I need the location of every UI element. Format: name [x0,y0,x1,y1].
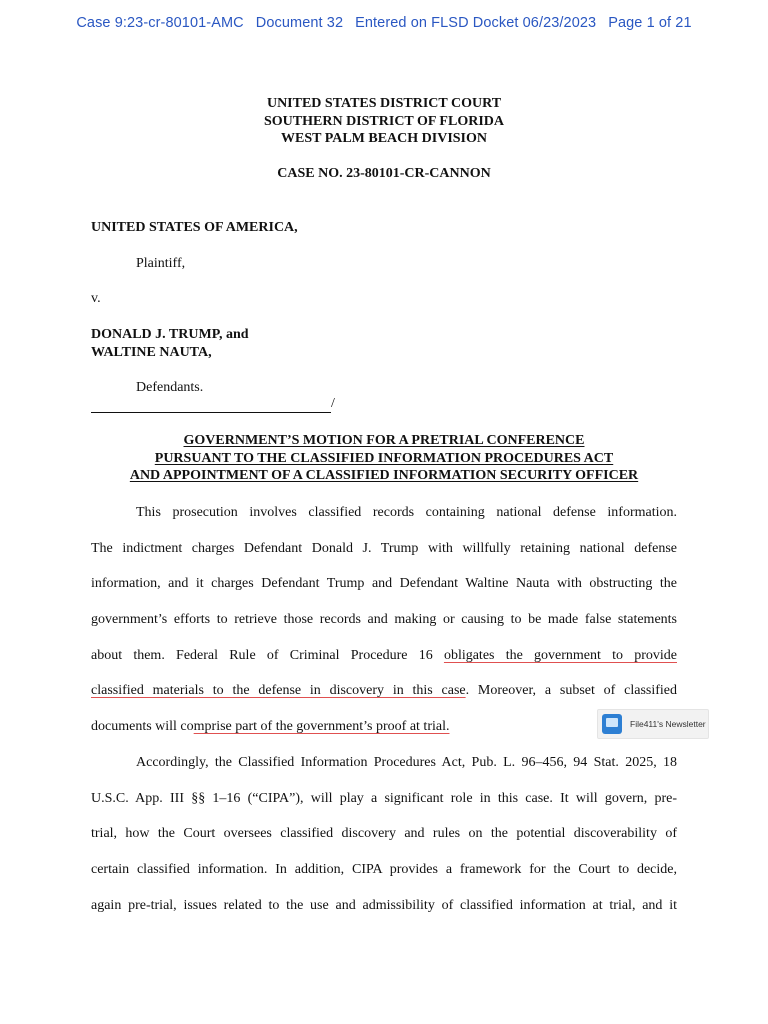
court-district: SOUTHERN DISTRICT OF FLORIDA [264,113,504,129]
para1-line: This prosecution involves classified records containing national defense information. [136,505,677,520]
plaintiff-role: Plaintiff, [136,256,186,271]
para1-line [91,638,677,674]
versus: v. [91,291,101,306]
defendant-line-1: DONALD J. TRUMP, and [91,327,249,342]
paragraph-1 [91,495,677,745]
para1-line: The indictment charges Defendant Donald J. Trump with willfully retaining national defense [91,540,677,556]
para2-line: U.S.C. App. III §§ 1–16 (“CIPA”), will play a significant role in this case. It will govern, pre- [91,790,677,806]
page-stamp: Page 1 of 21 [608,15,692,31]
newsletter-icon [602,714,622,734]
caption-slash: / [331,396,335,411]
para2-line: again pre-trial, issues related to the use and admissibility of classified information at trial, and it [91,897,677,913]
para2-line: Accordingly, the Classified Information Procedures Act, Pub. L. 96–456, 94 Stat. 2025, 18 [136,755,677,770]
entered-stamp: Entered on FLSD Docket 06/23/2023 [355,15,597,31]
defendant-role: Defendants. [136,380,204,395]
highlighted-text: classified materials to the defense in discovery in this case [91,683,466,699]
case-number: CASE NO. 23-80101-CR-CANNON [277,166,491,181]
newsletter-label: File411's Newsletter [630,719,706,729]
highlighted-text: obligates the government to provide [443,647,677,663]
court-heading [0,95,768,148]
motion-title [0,432,768,485]
para1-line: government’s efforts to retrieve those records and making or causing to be made false statements [91,612,677,628]
para2-line: trial, how the Court oversees classified discovery and rules on the potential discoverability of [91,826,677,842]
document-stamp: Document 32 [255,15,344,31]
para1-line [91,709,677,745]
para1-line: information, and it charges Defendant Trump and Defendant Waltine Nauta with obstructing the [91,576,677,592]
motion-title-line-3: AND APPOINTMENT OF A CLASSIFIED INFORMATION SECURITY OFFICER [129,468,639,483]
para1-text: documents will co [91,719,194,735]
motion-title-line-2: PURSUANT TO THE CLASSIFIED INFORMATION PROCEDURES ACT [154,450,614,466]
court-division: WEST PALM BEACH DIVISION [280,131,488,146]
court-name: UNITED STATES DISTRICT COURT [266,96,502,111]
caption-divider [91,412,331,413]
plaintiff-name: UNITED STATES OF AMERICA, [91,220,298,235]
para1-line [91,673,677,709]
paragraph-2 [91,745,677,923]
highlighted-text: mprise part of the government’s proof at trial. [193,719,450,735]
motion-title-line-1: GOVERNMENT’S MOTION FOR A PRETRIAL CONFERENCE [183,433,585,448]
newsletter-badge[interactable] [597,709,709,739]
case-stamp: Case 9:23-cr-80101-AMC [76,15,244,31]
defendant-line-2: WALTINE NAUTA, [91,345,212,360]
para1-text: about them. Federal Rule of Criminal Procedure 16 [91,647,444,663]
para2-line: certain classified information. In addition, CIPA provides a framework for the Court to decide, [91,862,677,878]
docket-header-stamp [0,15,768,31]
para1-text: . Moreover, a subset of classified [465,683,677,699]
